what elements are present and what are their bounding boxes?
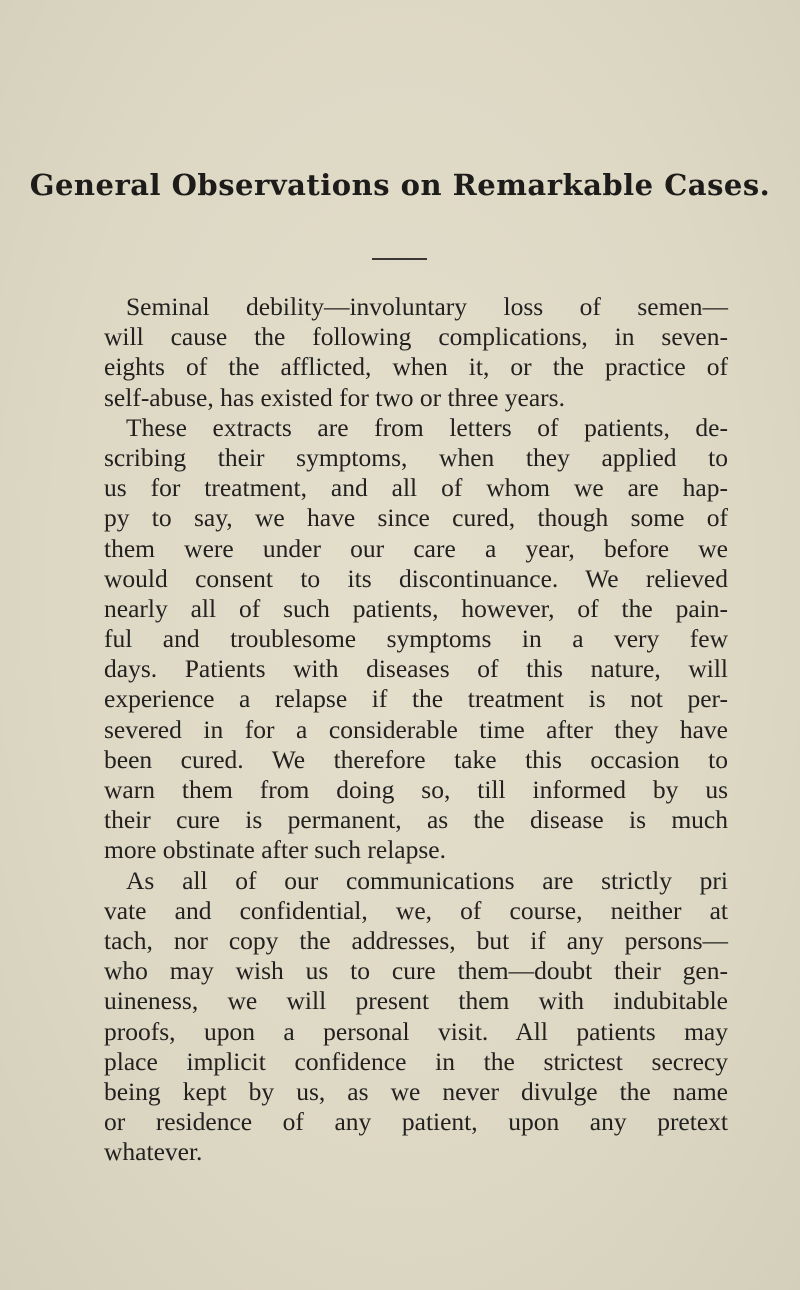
text-line: nearly all of such patients, however, of the pain- (104, 593, 728, 623)
text-line: severed in for a considerable time after they have (104, 714, 728, 744)
text-line: them were under our care a year, before we (104, 533, 728, 563)
text-line: tach, nor copy the addresses, but if any persons— (104, 925, 728, 955)
text-line: experience a relapse if the treatment is not per- (104, 684, 728, 714)
text-line: who may wish us to cure them—doubt their gen- (104, 956, 728, 986)
text-line: As all of our communications are strictly pri (126, 865, 728, 895)
text-line: us for treatment, and all of whom we are hap- (104, 473, 728, 503)
text-line: would consent to its discontinuance. We relieved (104, 563, 728, 593)
text-line: py to say, we have since cured, though some of (104, 503, 728, 533)
page-title: General Observations on Remarkable Cases. (29, 168, 771, 202)
text-line: ful and troublesome symptoms in a very few (104, 624, 728, 654)
text-line: uineness, we will present them with indubitable (104, 986, 728, 1016)
text-line: Seminal debility—involuntary loss of semen— (126, 292, 728, 321)
text-line: or residence of any patient, upon any pretext (104, 1107, 728, 1137)
text-line: being kept by us, as we never divulge the name (104, 1076, 728, 1106)
text-line: more obstinate after such relapse. (104, 835, 446, 865)
body-text (104, 292, 728, 1167)
text-line: their cure is permanent, as the disease is much (104, 805, 728, 835)
text-line: self-abuse, has existed for two or three years. (104, 382, 565, 412)
text-line: proofs, upon a personal visit. All patients may (104, 1016, 728, 1046)
text-line: vate and confidential, we, of course, neither at (104, 895, 728, 925)
text-line: days. Patients with diseases of this nature, will (104, 654, 728, 684)
text-line: scribing their symptoms, when they applied to (104, 442, 728, 472)
text-line: These extracts are from letters of patients, de- (126, 412, 728, 442)
text-line: place implicit confidence in the strictest secrecy (104, 1046, 728, 1076)
text-line: will cause the following complications, in seven- (104, 322, 728, 352)
title-divider (372, 258, 427, 260)
text-line: whatever. (104, 1137, 203, 1167)
text-line: been cured. We therefore take this occasion to (104, 744, 728, 774)
text-line: eights of the afflicted, when it, or the practice of (104, 352, 728, 382)
text-line: warn them from doing so, till informed by us (104, 775, 728, 804)
